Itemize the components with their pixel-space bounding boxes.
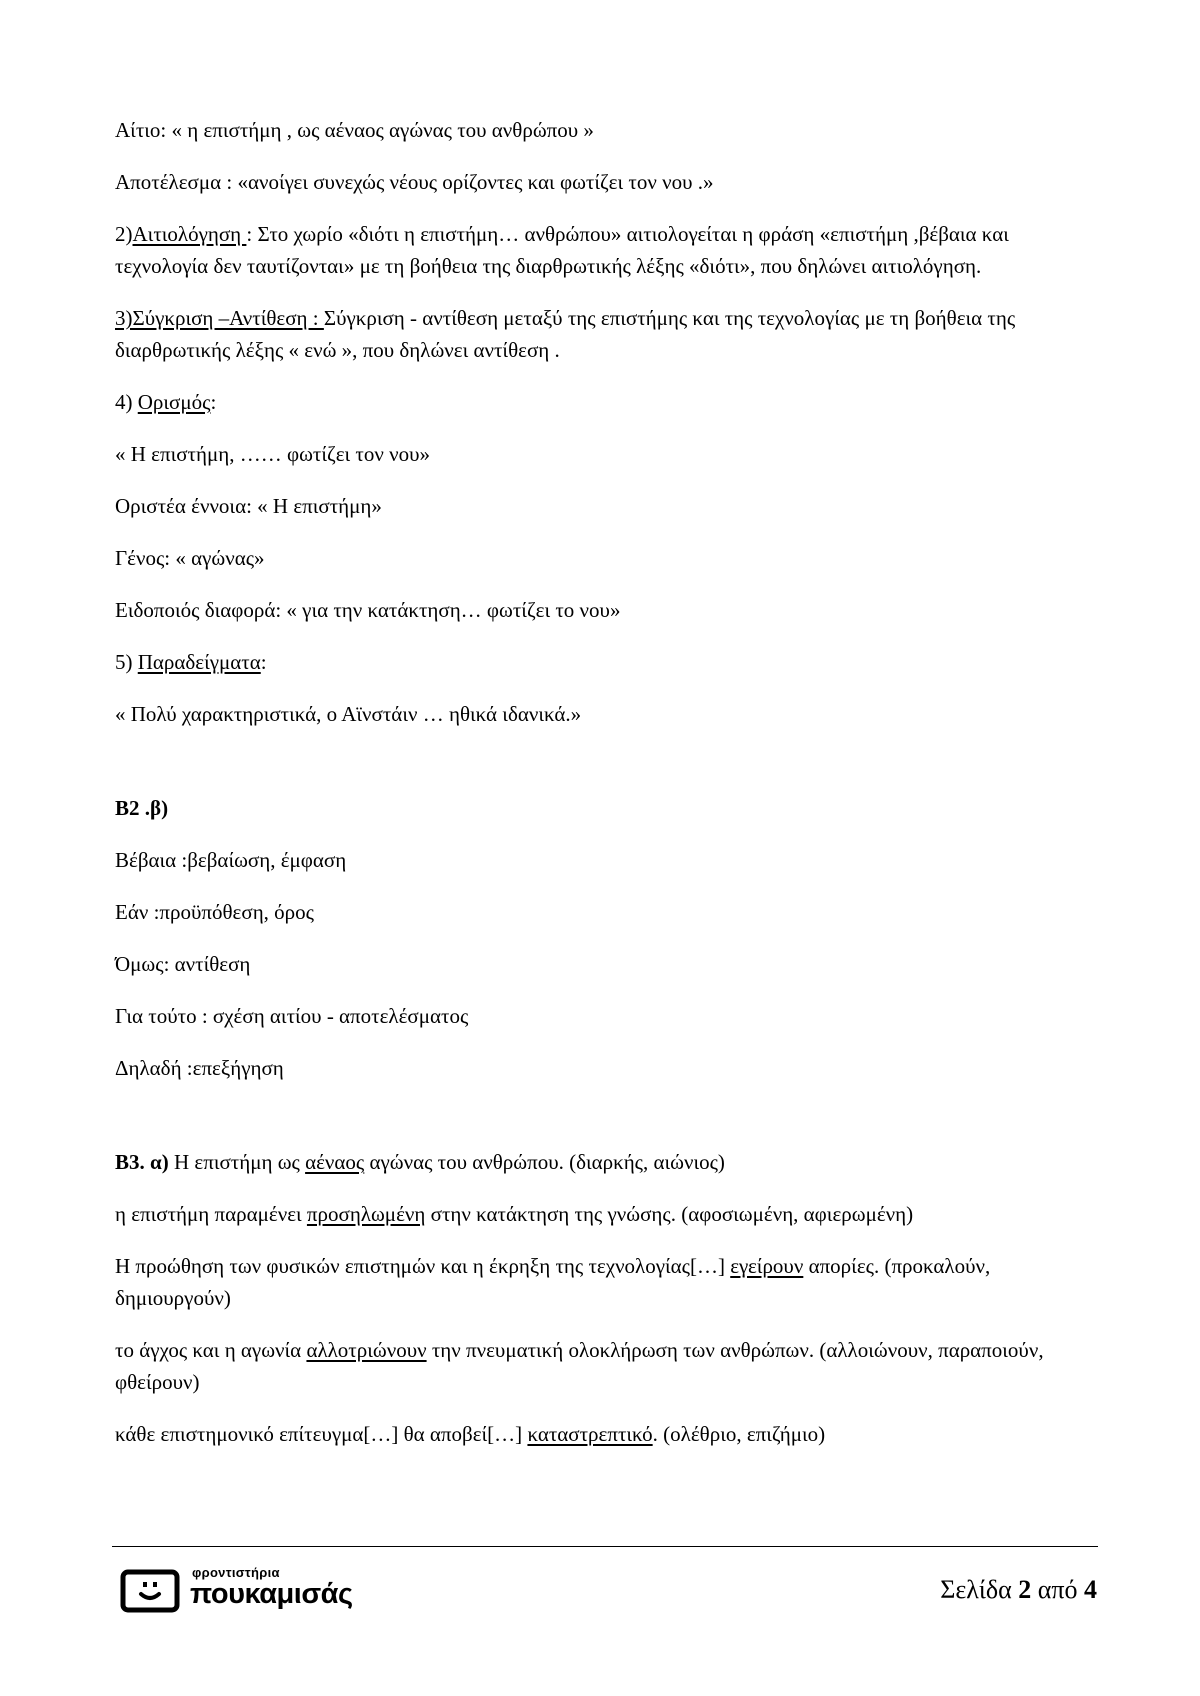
b2-item: Δηλαδή :επεξήγηση xyxy=(115,1056,284,1080)
b3-item xyxy=(115,1418,1085,1450)
b2-item: Εάν :προϋπόθεση, όρος xyxy=(115,900,314,924)
b3-term: καταστρεπτικό xyxy=(527,1422,653,1446)
document-body xyxy=(115,114,1085,1470)
b3-text: στην κατάκτηση της γνώσης. (αφοσιωμένη, αφιερωμένη) xyxy=(425,1202,914,1226)
genos-line: Γένος: « αγώνας» xyxy=(115,546,265,570)
b3-text: Η επιστήμη ως xyxy=(168,1150,306,1174)
b2-item: Για τούτο : σχέση αιτίου - αποτελέσματος xyxy=(115,1004,469,1028)
page-number xyxy=(940,1575,1097,1605)
page-of: από xyxy=(1031,1575,1084,1604)
sygkrisi-term: 3)Σύγκριση –Αντίθεση : xyxy=(115,306,324,330)
apotelesma-line: Αποτέλεσμα : «ανοίγει συνεχώς νέους ορίζοντες και φωτίζει τον νου .» xyxy=(115,170,714,194)
orismos-term: Ορισμός xyxy=(137,390,211,414)
paradeigmata-term: Παραδείγματα xyxy=(137,650,261,674)
sygkrisi-paragraph xyxy=(115,302,1085,366)
logo xyxy=(120,1565,395,1617)
b3-text: Η προώθηση των φυσικών επιστημών και η έκρηξη της τεχνολογίας[…] xyxy=(115,1254,731,1278)
b3-text: κάθε επιστημονικό επίτευγμα[…] θα αποβεί[…] xyxy=(115,1422,528,1446)
paradeigmata-heading xyxy=(115,646,1085,678)
b3-term: αλλοτριώνουν xyxy=(306,1338,427,1362)
b3-term: αέναος xyxy=(305,1150,365,1174)
b3-text: απορίες. (προκαλούν, δημιουργούν) xyxy=(115,1254,991,1310)
b3-text: . (ολέθριο, επιζήμιο) xyxy=(652,1422,826,1446)
b3-text: αγώνας του ανθρώπου. (διαρκής, αιώνιος) xyxy=(364,1150,725,1174)
b3-item xyxy=(115,1198,1085,1230)
colon: : xyxy=(210,390,217,414)
item-number: 2) xyxy=(115,222,133,246)
b3-item xyxy=(115,1146,1085,1178)
page-label: Σελίδα xyxy=(940,1575,1019,1604)
footer-divider xyxy=(112,1546,1098,1547)
aitiologisi-paragraph xyxy=(115,218,1085,282)
b2-heading xyxy=(115,792,1085,824)
b3-term: προσηλωμένη xyxy=(306,1202,426,1226)
b2-heading-text: Β2 .β) xyxy=(115,796,169,820)
b3-text: την πνευματική ολοκλήρωση των ανθρώπων. (αλλοιώνουν, παραποιούν, φθείρουν) xyxy=(115,1338,1044,1394)
b3-term: εγείρουν xyxy=(730,1254,804,1278)
b3-text: το άγχος και η αγωνία xyxy=(115,1338,307,1362)
logo-small-text: φροντιστήρια xyxy=(192,1565,280,1580)
logo-brand-text: πουκαμισάς xyxy=(190,1578,353,1610)
aitiologisi-term: Αιτιολόγηση xyxy=(132,222,247,246)
b3-item xyxy=(115,1334,1085,1398)
b2-item: Όμως: αντίθεση xyxy=(115,952,251,976)
aitio-line: Αίτιο: « η επιστήμη , ως αέναος αγώνας του ανθρώπου » xyxy=(115,118,594,142)
paradeigmata-quote: « Πολύ χαρακτηριστικά, ο Αϊνστάιν … ηθικά ιδανικά.» xyxy=(115,702,582,726)
sygkrisi-text: Σύγκριση - αντίθεση μεταξύ της επιστήμης και της τεχνολογίας με τη βοήθεια της διαρθρωτικής λέξης « ενώ », που δηλώνει αντίθεση . xyxy=(115,306,1016,362)
page-total: 4 xyxy=(1084,1575,1097,1604)
oristea-line: Οριστέα έννοια: « Η επιστήμη» xyxy=(115,494,382,518)
b3-text: η επιστήμη παραμένει xyxy=(115,1202,307,1226)
aitiologisi-text: : Στο χωρίο «διότι η επιστήμη… ανθρώπου» αιτιολογείται η φράση «επιστήμη ,βέβαια και τεχνολογία δεν ταυτίζονται» με τη βοήθεια της διαρθρωτικής λέξης «διότι», που δηλώνει αιτιολόγηση. xyxy=(115,222,1009,278)
colon: : xyxy=(260,650,267,674)
item-number: 4) xyxy=(115,390,138,414)
b3-item xyxy=(115,1250,1085,1314)
b2-item: Βέβαια :βεβαίωση, έμφαση xyxy=(115,848,347,872)
logo-smiley-icon xyxy=(120,1569,180,1613)
orismos-quote: « Η επιστήμη, …… φωτίζει τον νου» xyxy=(115,442,430,466)
item-number: 5) xyxy=(115,650,138,674)
eidopoios-line: Ειδοποιός διαφορά: « για την κατάκτηση… φωτίζει το νου» xyxy=(115,598,621,622)
page-current: 2 xyxy=(1018,1575,1032,1604)
b3-heading: Β3. α) xyxy=(115,1150,169,1174)
orismos-heading xyxy=(115,386,1085,418)
